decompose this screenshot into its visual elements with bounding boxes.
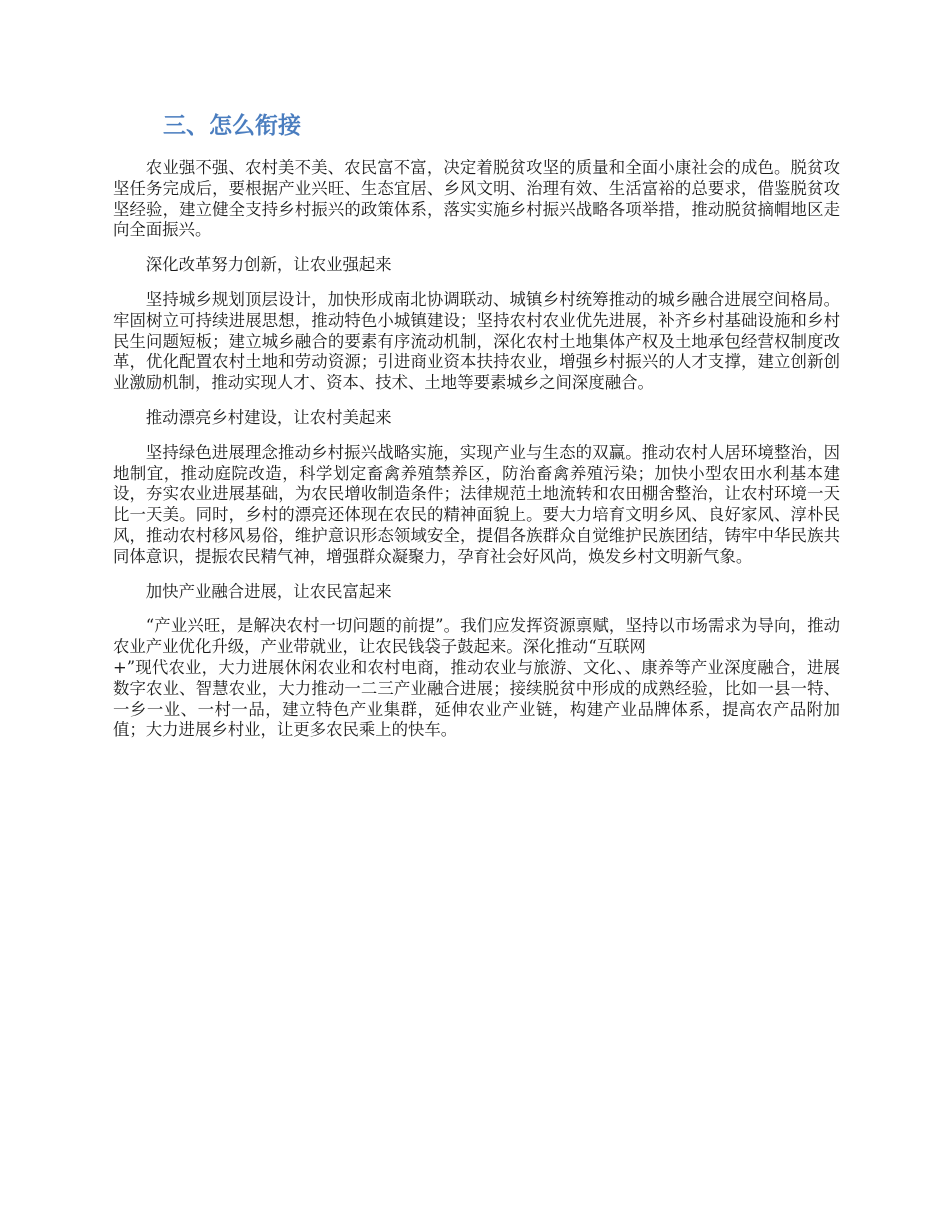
- paragraph-countryside: 坚持绿色进展理念推动乡村振兴战略实施，实现产业与生态的双赢。推动农村人居环境整治，因地制宜，推动庭院改造，科学划定畜禽养殖禁养区，防治畜禽养殖污染；加快小型农田水利基本建设，夯实农业进展基础，为农民增收制造条件；法律规范土地流转和农田棚舍整治，让农村环境一天比一天美。同时，乡村的漂亮还体现在农民的精神面貌上。要大力培育文明乡风、良好家风、淳朴民风，推动农村移风易俗，维护意识形态领域安全，提倡各族群众自觉维护民族团结，铸牢中华民族共同体意识，提振农民精气神，增强群众凝聚力，孕育社会好风尚，焕发乡村文明新气象。: [113, 442, 840, 566]
- document-page: [113, 108, 840, 755]
- paragraph-farmers: [113, 616, 840, 741]
- paragraph-agriculture: 坚持城乡规划顶层设计，加快形成南北协调联动、城镇乡村统筹推动的城乡融合进展空间格局。牢固树立可持续进展思想，推动特色小城镇建设；坚持农村农业优先进展，补齐乡村基础设施和乡村民生问题短板；建立城乡融合的要素有序流动机制，深化农村土地集体产权及土地承包经营权制度改革，优化配置农村土地和劳动资源；引进商业资本扶持农业，增强乡村振兴的人才支撑，建立创新创业激励机制，推动实现人才、资本、技术、土地等要素城乡之间深度融合。: [113, 289, 840, 393]
- subheading-agriculture: 深化改革努力创新，让农业强起来: [145, 255, 392, 275]
- subheading-countryside: 推动漂亮乡村建设，让农村美起来: [145, 407, 392, 427]
- intro-paragraph: 农业强不强、农村美不美、农民富不富，决定着脱贫攻坚的质量和全面小康社会的成色。脱贫攻坚任务完成后，要根据产业兴旺、生态宜居、乡风文明、治理有效、生活富裕的总要求，借鉴脱贫攻坚经验，建立健全支持乡村振兴的政策体系，落实实施乡村振兴战略各项举措，推动脱贫摘帽地区走向全面振兴。: [113, 158, 840, 240]
- section-heading: 三、怎么衔接: [163, 113, 301, 139]
- subheading-farmers: 加快产业融合进展，让农民富起来: [145, 581, 392, 601]
- paragraph-farmers-part2: +”现代农业，大力进展休闲农业和农村电商，推动农业与旅游、文化、、康养等产业深度融合，进展数字农业、智慧农业，大力推动一二三产业融合进展；接续脱贫中形成的成熟经验，比如一县一特、一乡一业、一村一品，建立特色产业集群，延伸农业产业链，构建产业品牌体系，提高农产品附加值；大力进展乡村业，让更多农民乘上的快车。: [113, 657, 840, 740]
- paragraph-farmers-part1: “产业兴旺，是解决农村一切问题的前提”。我们应发挥资源禀赋，坚持以市场需求为导向，推动农业产业优化升级，产业带就业，让农民钱袋子鼓起来。深化推动“互联网: [113, 616, 840, 657]
